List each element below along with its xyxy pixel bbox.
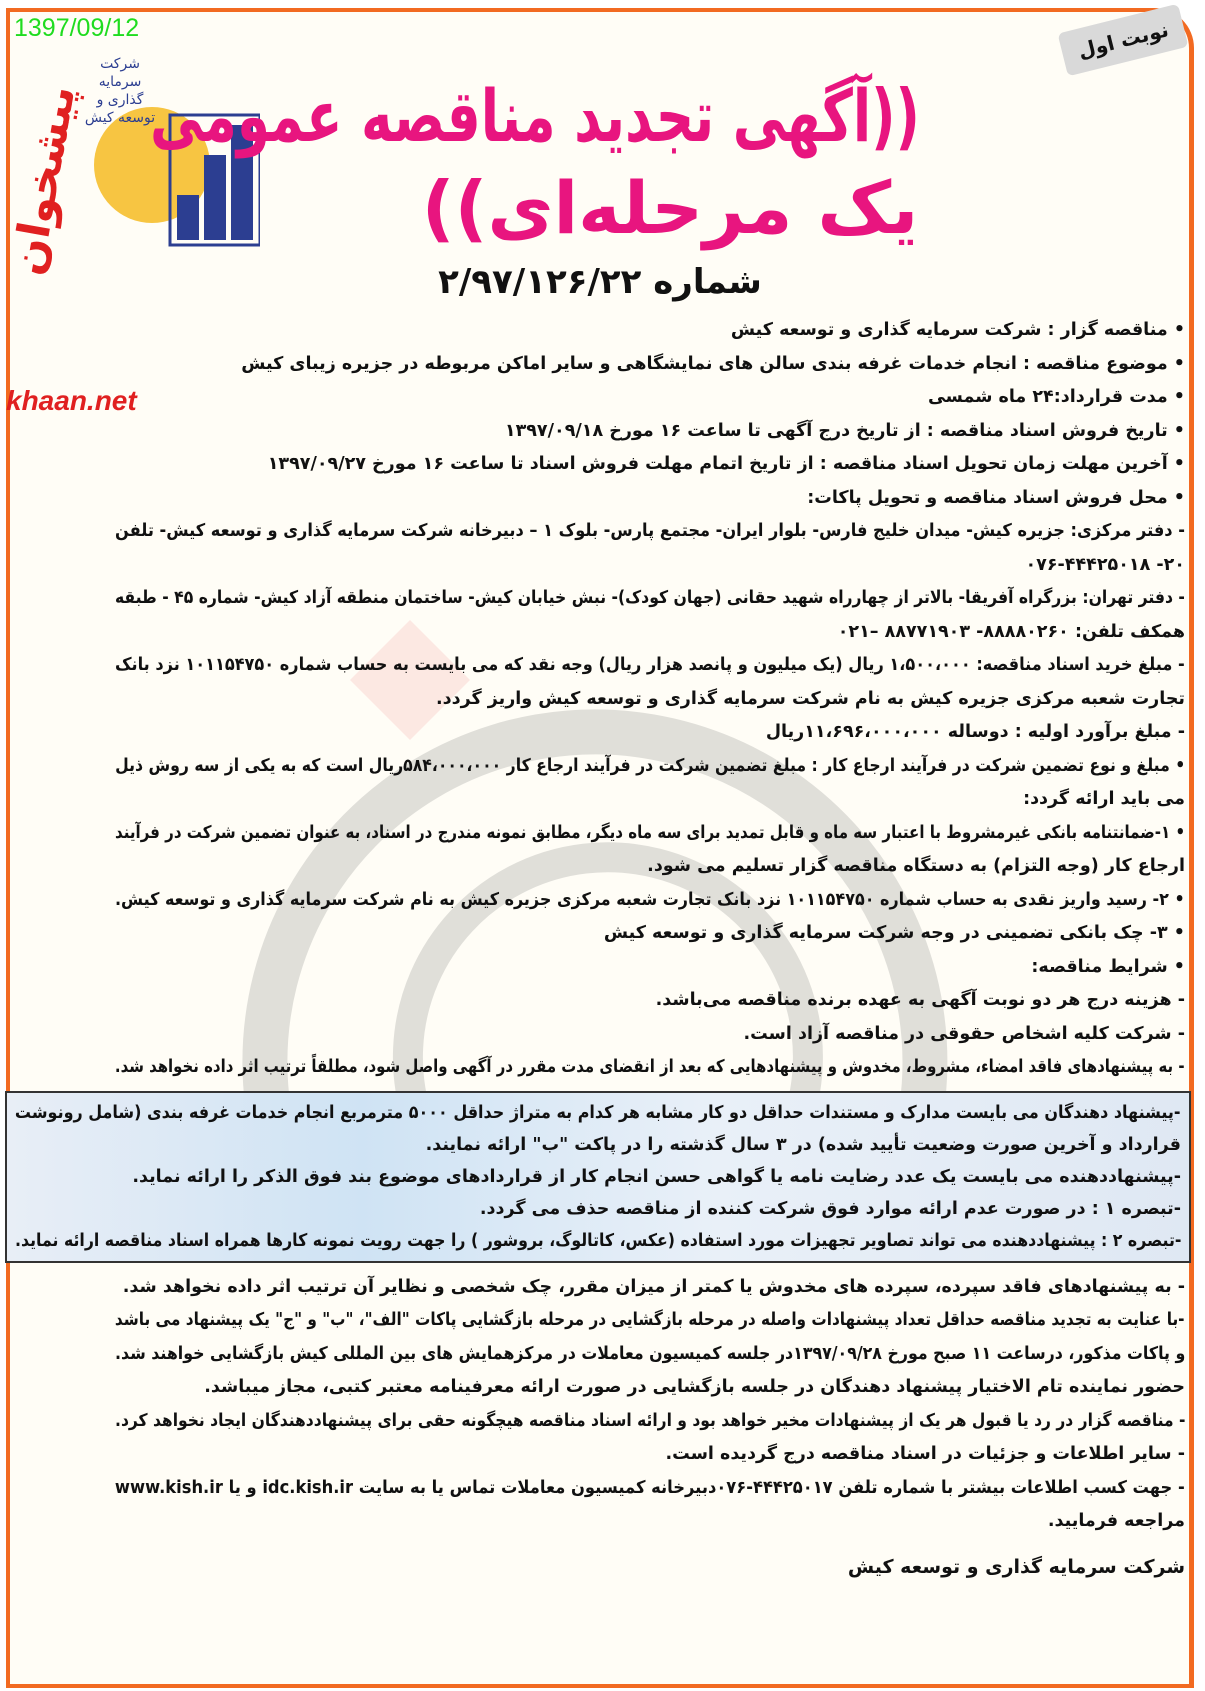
notice-line: - دفتر مرکزی: جزیره کیش- میدان خلیج فارس- بلوار ایران- مجتمع پارس- بلوک ۱ – دبیرخانه شرکت سرمایه گذاری و توسعه کیش- تلفن (115, 521, 1185, 541)
title-line-2: یک مرحله‌ای)) (421, 166, 919, 250)
notice-line-row (15, 1129, 1181, 1161)
notice-line-row (115, 1505, 1185, 1539)
notice-line-row (115, 817, 1185, 851)
watermark-site-url: khaan.net (6, 385, 137, 416)
notice-line-row (115, 1371, 1185, 1405)
notice-line-row (115, 884, 1185, 918)
notice-line: و پاکات مذکور، درساعت ۱۱ صبح مورخ ۱۳۹۷/۰۹/۲۸در جلسه کمیسیون معاملات در مرکزهمایش های بین المللی کیش بازگشایی خواهند شد. (114, 1343, 1185, 1364)
notice-line: - مبلغ خرید اسناد مناقصه: ۱،۵۰۰،۰۰۰ ریال (یک میلیون و پانصد هزار ریال) وجه نقد که می بایست به حساب شماره ۱۰۱۱۵۴۷۵۰ نزد بانک (115, 655, 1185, 675)
notice-line: -تبصره ۱ : در صورت عدم ارائه موارد فوق شرکت کننده از مناقصه حذف می گردد. (479, 1198, 1181, 1219)
notice-line: می باید ارائه گردد: (1023, 789, 1185, 809)
logo-text: شرکت سرمایه گذاری و توسعه کیش (84, 56, 156, 126)
signature-company-row (115, 1551, 1185, 1585)
notice-line-row (115, 683, 1185, 717)
notice-line-row (115, 984, 1185, 1018)
notice-line: مراجعه فرمایید. (1047, 1511, 1185, 1531)
notice-line: - دفتر تهران: بزرگراه آفریقا- بالاتر از چهارراه شهید حقانی (جهان کودک)- نبش خیابان کیش- ساختمان منطقه آزاد کیش- شماره ۴۵ - طبقه (115, 588, 1185, 608)
notice-line: - سایر اطلاعات و جزئیات در اسناد مناقصه درج گردیده است. (665, 1444, 1185, 1464)
title-line-2-row (285, 162, 1055, 254)
notice-line: • ۳- چک بانکی تضمینی در وجه شرکت سرمایه گذاری و توسعه کیش (603, 923, 1185, 943)
notice-line-row (115, 1405, 1185, 1439)
notice-line: • موضوع مناقصه : انجام خدمات غرفه بندی سالن های نمایشگاهی و سایر اماکن مربوطه در جزیره زیبای کیش (241, 353, 1185, 374)
title-line-1: ((آگهی تجدید مناقصه عمومی (150, 74, 921, 158)
notice-line-row (175, 448, 1185, 482)
notice-line-row (115, 1051, 1185, 1085)
notice-line: -با عنایت به تجدید مناقصه حداقل تعداد پیشنهادات واصله در مرحله بازگشایی در مرحله بازگشایی پاکات "الف"، "ب" و "ج" یک پیشنهاد می باشد (115, 1310, 1185, 1330)
notice-line-row (15, 1225, 1181, 1257)
notice-line-row (115, 1304, 1185, 1338)
signature-company: شرکت سرمایه گذاری و توسعه کیش (847, 1555, 1185, 1578)
notice-line: • مبلغ و نوع تضمین شرکت در فرآیند ارجاع کار : مبلغ تضمین شرکت در فرآیند ارجاع کار ۵۸۴،۰۰۰،۰۰۰ریال است که به یکی از سه روش ذیل (114, 755, 1185, 776)
date-stamp: 1397/09/12 (14, 14, 140, 42)
notice-line: حضور نماینده تام الاختیار پیشنهاد دهندگان در جلسه بازگشایی در صورت ارائه معرفینامه معتبر کتبی، مجاز میباشد. (204, 1377, 1185, 1397)
notice-line: - مبلغ برآورد اولیه : دوساله ۱۱،۶۹۶،۰۰۰،۰۰۰ریال (765, 722, 1185, 742)
notice-title (150, 70, 1055, 254)
notice-line: • مدت قرارداد:۲۴ ماه شمسی (927, 387, 1185, 407)
notice-line: -پیشنهاد دهندگان می بایست مدارک و مستندات حداقل دو کار مشابه هر کدام به متراژ حداقل ۵۰۰۰ مترمربع انجام خدمات غرفه بندی (شامل رونوشت (15, 1102, 1182, 1123)
notice-line-row (175, 381, 1185, 415)
notice-line: • تاریخ فروش اسناد مناقصه : از تاریخ درج آگهی تا ساعت ۱۶ مورخ ۱۳۹۷/۰۹/۱۸ (504, 420, 1185, 441)
notice-line-row (115, 1018, 1185, 1052)
notice-line: - هزینه درج هر دو نوبت آگهی به عهده برنده مناقصه می‌باشد. (655, 990, 1185, 1010)
notice-line: • ۱-ضمانتنامه بانکی غیرمشروط با اعتبار سه ماه و قابل تمدید برای سه ماه دیگر، مطابق نمونه مندرج در اسناد، به عنوان تضمین شرکت در فرآیند (114, 822, 1185, 843)
turn-badge: نوبت اول (1057, 4, 1188, 77)
notice-line: - مناقصه گزار در رد یا قبول هر یک از پیشنهادات مخیر خواهد بود و ارائه اسناد مناقصه هیچگونه حقی برای پیشنهاددهندگان ایجاد نخواهد کرد. (114, 1410, 1185, 1431)
notice-line-row (15, 1097, 1181, 1129)
notice-line-row (115, 582, 1185, 616)
notice-line: - شرکت کلیه اشخاص حقوقی در مناقصه آزاد است. (743, 1023, 1185, 1044)
notice-line: ارجاع کار (وجه التزام) به دستگاه مناقصه گزار تسلیم می شود. (647, 856, 1185, 876)
notice-line: ۲۰- ۰۷۶-۴۴۴۲۵۰۱۸ (1025, 554, 1185, 575)
notice-line-row (115, 515, 1185, 549)
notice-line-row (115, 783, 1185, 817)
notice-line-row (115, 917, 1185, 951)
notice-line: -پیشنهاددهنده می بایست یک عدد رضایت نامه یا گواهی حسن انجام کار از قراردادهای موضوع بند فوق الذکر را ارائه نماید. (132, 1166, 1181, 1187)
notice-line-row (175, 314, 1185, 348)
notice-line: -تبصره ۲ : پیشنهاددهنده می تواند تصاویر تجهیزات مورد استفاده (عکس، کاتالوگ، بروشور ) را جهت رویت نمونه کارها همراه اسناد مناقصه ارائه نماید. (14, 1230, 1181, 1251)
notice-line: قرارداد و آخرین صورت وضعیت تأیید شده) در ۳ سال گذشته را در پاکت "ب" ارائه نمایند. (425, 1134, 1181, 1155)
notice-line-row (115, 1338, 1185, 1372)
notice-line: - به پیشنهادهای فاقد سپرده، سپرده های مخدوش یا کمتر از میزان مقرر، چک شخصی و نظایر آن ترتیب اثر داده نخواهد شد. (122, 1276, 1185, 1297)
notice-line-row (115, 482, 1185, 516)
notice-line-row (115, 1438, 1185, 1472)
notice-line-row (115, 716, 1185, 750)
notice-line-row (115, 616, 1185, 650)
notice-line-row (115, 850, 1185, 884)
notice-line-row (15, 1193, 1181, 1225)
notice-line-row (175, 348, 1185, 382)
notice-line-row (175, 415, 1185, 449)
notice-line-row (115, 750, 1185, 784)
notice-line-row (115, 549, 1185, 583)
notice-line: • شرایط مناقصه: (1031, 956, 1185, 977)
notice-line: • محل فروش اسناد مناقصه و تحویل پاکات: (807, 487, 1185, 508)
requirements-box (5, 1091, 1191, 1263)
notice-line-row (115, 1271, 1185, 1305)
notice-line: • آخرین مهلت زمان تحویل اسناد مناقصه : از تاریخ اتمام مهلت فروش اسناد تا ساعت ۱۶ مورخ ۱۳۹۷/۰۹/۲۷ (267, 454, 1185, 474)
notice-line: همکف تلفن: ۸۸۸۸۰۲۶۰- ۸۸۷۷۱۹۰۳ –۰۲۱ (837, 621, 1185, 642)
notice-line-row (15, 1161, 1181, 1193)
notice-line: • مناقصه گزار : شرکت سرمایه گذاری و توسعه کیش (730, 320, 1185, 340)
notice-line-row (115, 649, 1185, 683)
notice-line: - به پیشنهادهای فاقد امضاء، مشروط، مخدوش و پیشنهادهایی که بعد از انقضای مدت مقرر در آگهی واصل شود، مطلقاً ترتیب اثر داده نخواهد شد. (115, 1057, 1185, 1077)
watermark-site-name: پیشخوان (2, 81, 86, 279)
notice-line-row (115, 1472, 1185, 1506)
notice-line: - جهت کسب اطلاعات بیشتر با شماره تلفن ۴۴۴۲۵۰۱۷-۰۷۶دبیرخانه کمیسیون معاملات تماس یا به سایت idc.kish.ir و یا www.kish.ir (115, 1477, 1185, 1498)
notice-line-row (115, 951, 1185, 985)
notice-number: شماره ۲/۹۷/۱۲۶/۲۲ (438, 262, 762, 302)
notice-line: تجارت شعبه مرکزی جزیره کیش به نام شرکت سرمایه گذاری و توسعه کیش واریز گردد. (435, 688, 1185, 709)
notice-line: • ۲- رسید واریز نقدی به حساب شماره ۱۰۱۱۵۴۷۵۰ نزد بانک تجارت شعبه مرکزی جزیره کیش به نام شرکت سرمایه گذاری و توسعه کیش. (115, 889, 1185, 910)
title-line-1-row (150, 70, 1055, 162)
